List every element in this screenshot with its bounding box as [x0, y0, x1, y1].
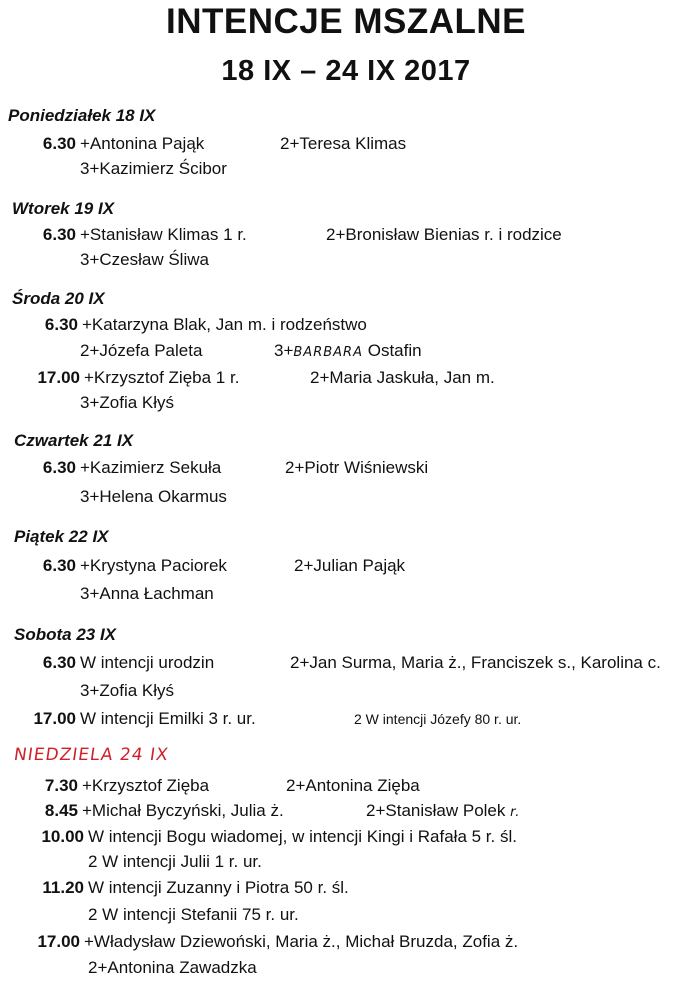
date-range: 18 IX – 24 IX 2017 [221, 55, 471, 87]
mass-entry [44, 315, 367, 335]
intention-text: 3+Anna Łachman [80, 584, 214, 603]
day-heading-friday: Piątek 22 IX [14, 527, 109, 546]
intention-prefix: 3+ [274, 341, 294, 360]
intention-text: 2+Bronisław Bienias r. i rodzice [326, 225, 562, 244]
handwritten-note: r. [510, 805, 521, 820]
intention-text: 2+Jan Surma, Maria ż., Franciszek s., Karolina c. [290, 653, 661, 672]
mass-entry [41, 827, 517, 847]
day-heading-wednesday: Środa 20 IX [12, 289, 105, 308]
mass-time: 8.45 [44, 801, 78, 820]
intention-text: 2 W intencji Julii 1 r. ur. [88, 852, 262, 871]
intention-text [366, 801, 520, 821]
mass-time: 17.00 [33, 709, 76, 728]
mass-entry [42, 134, 205, 154]
intention-text: +Kazimierz Sekuła [80, 458, 222, 477]
intention-text: +Antonina Pająk [80, 134, 205, 153]
intention-text: W intencji urodzin [80, 653, 215, 672]
mass-entry [33, 709, 256, 729]
mass-entry [37, 932, 519, 952]
intention-surname: Ostafin [367, 341, 422, 360]
day-heading-sunday: NIEDZIELA 24 IX [12, 745, 170, 765]
intention-text [274, 341, 422, 361]
intention-text: 3+Zofia Kłyś [80, 681, 175, 700]
mass-time: 10.00 [41, 827, 84, 846]
day-heading-thursday: Czwartek 21 IX [14, 431, 134, 450]
mass-time: 6.30 [44, 315, 78, 334]
mass-entry [42, 878, 349, 898]
mass-time: 11.20 [42, 878, 84, 897]
intention-text: 2+Julian Pająk [294, 556, 406, 575]
intention-text: 3+Czesław Śliwa [80, 250, 209, 269]
mass-time: 6.30 [42, 134, 76, 153]
intention-text: 3+Helena Okarmus [80, 487, 227, 506]
intention-text: +Władysław Dziewoński, Maria ż., Michał Bruzda, Zofia ż. [84, 932, 519, 951]
intention-text: +Michał Byczyński, Julia ż. [82, 801, 284, 820]
page-title: INTENCJE MSZALNE [166, 2, 526, 41]
intention-text: 2+Antonina Zięba [286, 776, 420, 795]
intention-text: +Stanisław Klimas 1 r. [80, 225, 247, 244]
mass-entry [44, 801, 284, 821]
intention-text: W intencji Emilki 3 r. ur. [80, 709, 256, 728]
mass-entry [44, 776, 210, 796]
day-heading-saturday: Sobota 23 IX [14, 625, 117, 644]
intention-text: 2 W intencji Józefy 80 r. ur. [354, 711, 522, 727]
intention-name: 2+Stanisław Polek [366, 801, 506, 820]
mass-time: 7.30 [44, 776, 78, 795]
mass-time: 6.30 [42, 556, 76, 575]
intention-text: 2+Teresa Klimas [280, 134, 407, 153]
mass-entry [42, 458, 222, 478]
handwritten-name: BARBARA [293, 345, 363, 360]
mass-time: 17.00 [37, 368, 80, 387]
mass-entry [42, 556, 227, 576]
intention-text: 2+Józefa Paleta [80, 341, 203, 360]
mass-entry [42, 225, 247, 245]
mass-entry [42, 653, 215, 673]
day-heading-monday: Poniedziałek 18 IX [8, 106, 156, 125]
mass-time: 6.30 [42, 458, 76, 477]
intention-text: +Katarzyna Blak, Jan m. i rodzeństwo [82, 315, 367, 334]
intention-text: 2+Antonina Zawadzka [88, 958, 257, 977]
intention-text: +Krystyna Paciorek [80, 556, 227, 575]
intention-text: 2+Maria Jaskuła, Jan m. [310, 368, 495, 387]
intention-text: 3+Zofia Kłyś [80, 393, 175, 412]
mass-entry [37, 368, 240, 388]
intention-text: W intencji Bogu wiadomej, w intencji Kingi i Rafała 5 r. śl. [88, 827, 517, 846]
mass-time: 17.00 [37, 932, 80, 951]
day-heading-tuesday: Wtorek 19 IX [12, 199, 115, 218]
mass-time: 6.30 [42, 653, 76, 672]
intention-text: +Krzysztof Zięba [82, 776, 210, 795]
intention-text: 3+Kazimierz Ścibor [80, 159, 227, 178]
mass-time: 6.30 [42, 225, 76, 244]
intention-text: 2 W intencji Stefanii 75 r. ur. [88, 905, 299, 924]
intention-text: W intencji Zuzanny i Piotra 50 r. śl. [88, 878, 349, 897]
intention-text: +Krzysztof Zięba 1 r. [84, 368, 240, 387]
intention-text: 2+Piotr Wiśniewski [285, 458, 429, 477]
